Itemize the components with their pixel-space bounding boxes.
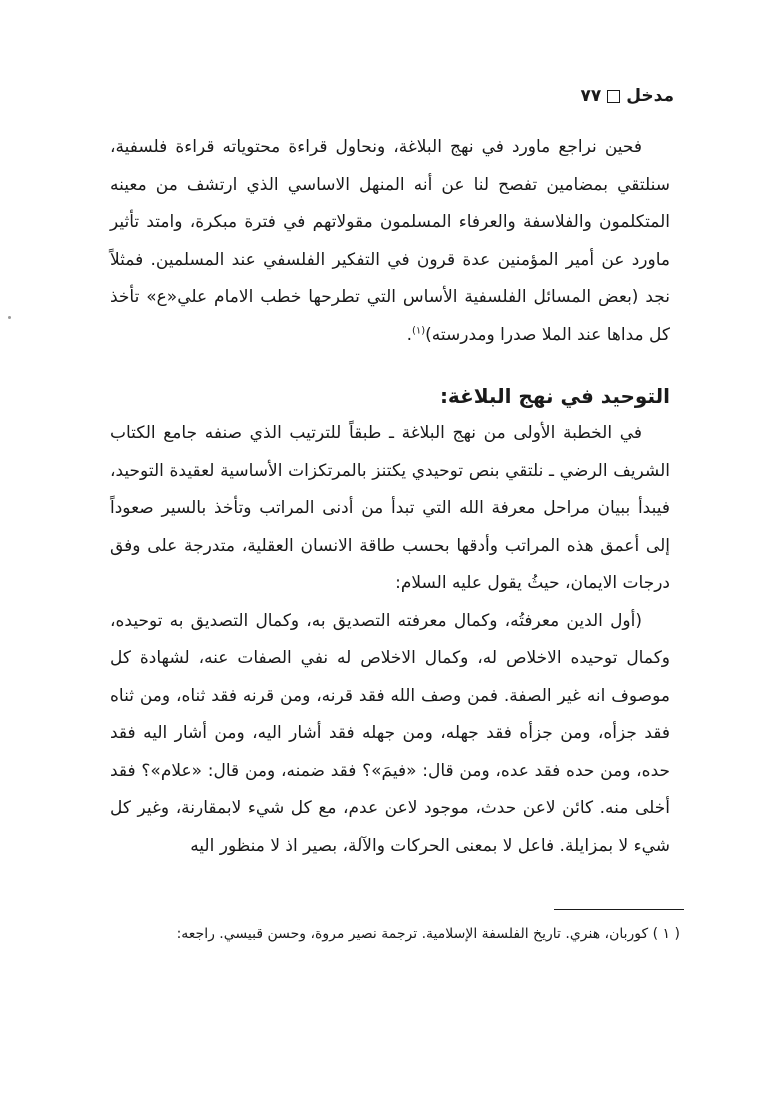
section-title: التوحيد في نهج البلاغة: (439, 384, 670, 408)
square-ornament-icon (607, 90, 620, 103)
paragraph-first-sermon: في الخطبة الأولى من نهج البلاغة ـ طبقاً للترتيب الذي صنفه جامع الكتاب الشريف الرضي ـ نلتقي بنص توحيدي يكتنز بالمرتكزات الأساسية لعقيدة التوحيد، فيبدأ ببيان مراحل معرفة الله التي تبدأ من أدنى المراتب وتأخذ بالسير صعوداً إلى أعمق هذه المراتب وأدقها بحسب طاقة الانسان العقلية، متدرجة على وفق درجات الايمان، حيثُ يقول عليه السلام: (110, 423, 670, 593)
margin-dot (8, 316, 11, 319)
paragraph-intro (110, 129, 670, 354)
paragraph-intro-text: فحين نراجع ماورد في نهج البلاغة، ونحاول قراءة محتوياته قراءة فلسفية، سنلتقي بمضامين تفصح لنا عن أنه المنهل الاساسي الذي ارتشف من معينه المتكلمون والفلاسفة والعرفاء المسلمون مقولاتهم في فترة مبكرة، وامتد تأثير ماورد عن أمير المؤمنين عدة قرون في التفكير الفلسفي عند المسلمين. فمثلاً نجد (بعض المسائل الفلسفية الأساس التي تطرحها خطب الامام علي«ع» تأخذ كل مداها عند الملا صدرا ومدرسته) (110, 137, 670, 345)
footnote-divider (554, 909, 684, 910)
paragraph-quotation: (أول الدين معرفتُه، وكمال معرفته التصديق به، وكمال التصديق به توحيده، وكمال توحيده الاخلاص له، وكمال الاخلاص له نفي الصفات عنه، لشهادة كل موصوف انه غير الصفة. فمن وصف الله فقد قرنه، ومن قرنه فقد ثناه، ومن ثناه فقد جزأه، ومن جزأه فقد جهله، ومن جهله فقد أشار اليه، ومن أشار اليه فقد حده، ومن حده فقد عده، ومن قال: «فيمَ»؟ فقد ضمنه، ومن قال: «علام»؟ فقد أخلى منه. كائن لاعن حدث، موجود لاعن عدم، مع كل شيء لابمقارنة، وغير كل شيء لا بمزايلة. فاعل لا بمعنى الحركات والآلة، بصير اذ لا منظور اليه (110, 610, 670, 856)
header-section: مدخل (626, 86, 674, 106)
running-header (580, 86, 674, 106)
paragraph-intro-end: . (406, 324, 412, 345)
footnote: ( ١ ) كوربان، هنري. تاريخ الفلسفة الإسلامية. ترجمة نصير مروة، وحسن قبيسي. راجعه: (176, 926, 680, 942)
footnote-reference: (١) (411, 324, 426, 336)
body-text (110, 129, 670, 865)
page-number: ٧٧ (580, 86, 602, 106)
